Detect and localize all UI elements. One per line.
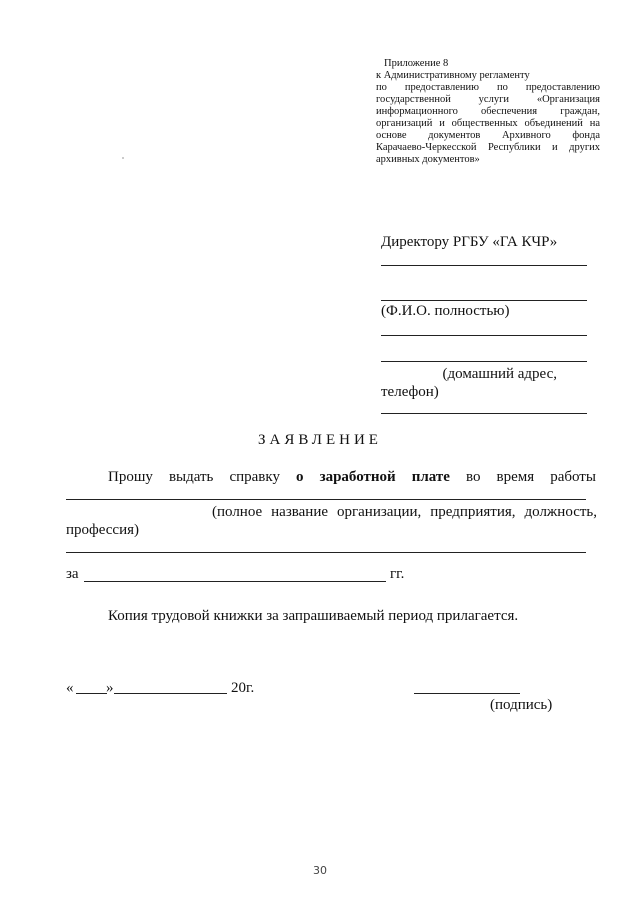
organization-hint: (полное название организации, предприятия, должность, <box>212 504 597 520</box>
fio-hint: (Ф.И.О. полностью) <box>381 303 510 319</box>
month-line[interactable] <box>114 693 227 694</box>
date-open-quote: « <box>66 680 74 696</box>
fio-line[interactable] <box>381 300 587 301</box>
date-close-quote: » <box>106 680 114 696</box>
phone-hint: телефон) <box>381 384 439 400</box>
request-word: плате <box>411 469 450 485</box>
request-word: справку <box>229 469 280 485</box>
attachment-note: Копия трудовой книжки за запрашиваемый период прилагается. <box>108 608 519 624</box>
appendix-line: организаций и общественных объединений на <box>376 118 600 129</box>
request-word: время <box>496 469 535 485</box>
appendix-line: государственной услуги «Организация <box>376 94 600 105</box>
address-line-1[interactable] <box>381 335 587 336</box>
request-word: выдать <box>168 469 214 485</box>
signature-line[interactable] <box>414 693 520 694</box>
phone-line[interactable] <box>381 413 587 414</box>
profession-line[interactable] <box>66 552 586 553</box>
appendix-number: Приложение 8 <box>384 58 449 69</box>
request-word: о <box>296 469 304 485</box>
period-prefix: за <box>66 566 79 582</box>
page-number: 30 <box>313 864 327 877</box>
appendix-line: архивных документов» <box>376 154 480 165</box>
request-sentence <box>108 468 596 486</box>
address-line-2[interactable] <box>381 361 587 362</box>
appendix-line: Карачаево-Черкесской Республики и других <box>376 142 600 153</box>
address-hint: (домашний адрес, <box>442 366 557 382</box>
recipient-name-line[interactable] <box>381 265 587 266</box>
scan-speck <box>122 157 124 159</box>
request-word: во <box>466 469 481 485</box>
appendix-line: основе документов Архивного фонда <box>376 130 600 141</box>
appendix-note <box>376 58 600 166</box>
period-line[interactable] <box>84 581 386 582</box>
day-line[interactable] <box>76 693 107 694</box>
signature-hint: (подпись) <box>490 697 553 713</box>
recipient-title: Директору РГБУ «ГА КЧР» <box>381 234 558 250</box>
appendix-line: информационного обеспечения граждан, <box>376 106 600 117</box>
appendix-reference: к Административному регламенту <box>376 70 530 81</box>
request-word: работы <box>550 469 596 485</box>
appendix-line: по предоставлению по предоставлению <box>376 82 600 93</box>
document-title: ЗАЯВЛЕНИЕ <box>258 432 382 448</box>
organization-line[interactable] <box>66 499 586 500</box>
profession-hint: профессия) <box>66 522 140 538</box>
period-suffix: гг. <box>390 566 405 582</box>
year-label: 20г. <box>231 680 255 696</box>
request-word: заработной <box>319 469 396 485</box>
request-word: Прошу <box>108 469 153 485</box>
